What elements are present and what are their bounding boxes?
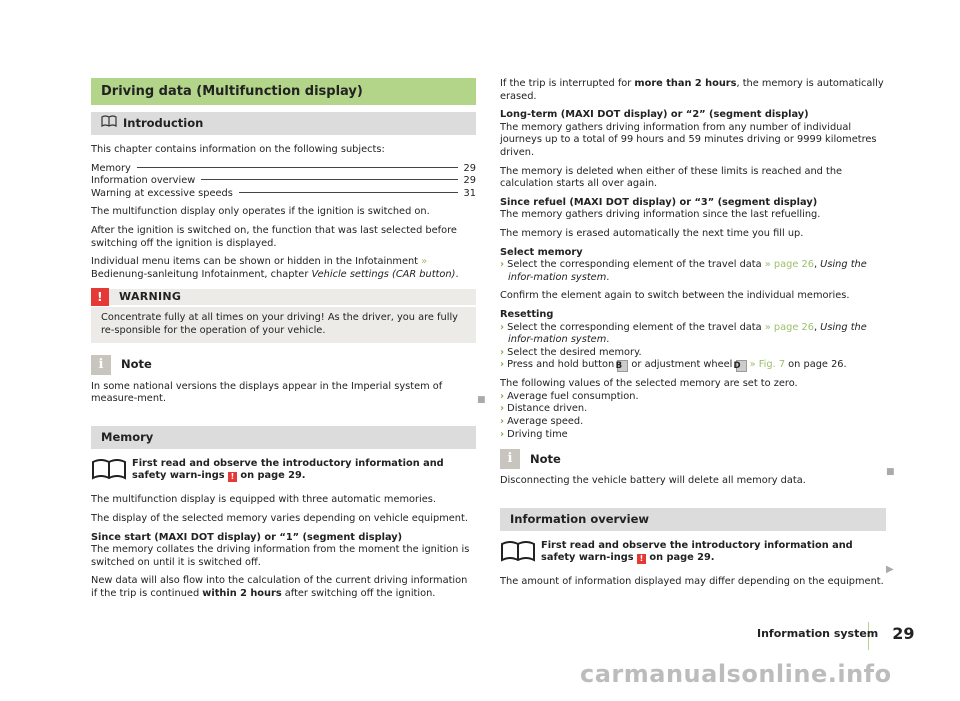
first-read-notice: First read and observe the introductory information and safety warn-ings ! on page 29. — [500, 540, 886, 567]
intro-lead: This chapter contains information on the following subjects: — [91, 144, 385, 155]
note-header — [500, 449, 886, 469]
chapter-title: Driving data (Multifunction display) — [91, 78, 476, 105]
note-label: Note — [121, 357, 152, 372]
section-end-icon: ■ — [477, 395, 486, 405]
list-item: › Distance driven. — [500, 403, 588, 415]
note-text: In some national versions the displays appear in the Imperial system of measure-ment. — [91, 380, 443, 405]
book-icon — [91, 458, 131, 485]
paragraph: The multifunction display is equipped with three automatic memories. — [91, 494, 437, 506]
paragraph: The multifunction display only operates if the ignition is switched on. — [91, 206, 430, 218]
paragraph — [91, 532, 476, 545]
intro-title: Introduction — [123, 116, 204, 130]
paragraph: The memory is deleted when either of these limits is reached and the calculation starts all over again. — [500, 165, 843, 190]
paragraph — [500, 197, 886, 210]
list-item: › Select the desired memory. — [500, 346, 642, 358]
page-footer — [757, 624, 915, 643]
toc-page: 29 — [463, 175, 476, 187]
toc-label[interactable]: Memory — [91, 162, 131, 174]
toc-label[interactable]: Warning at excessive speeds — [91, 187, 233, 199]
page-number: 29 — [892, 624, 915, 643]
paragraph: The following values of the selected memory are set to zero. — [500, 378, 798, 390]
paragraph: Individual menu items can be shown or hidden in the Infotainment » Bedienung-sanleitung Infotainment, chapter Vehicle settings (CAR button). — [91, 256, 459, 280]
xref-link[interactable]: » page 26 — [764, 321, 814, 333]
warning-text: Concentrate fully at all times on your driving! As the driver, you are fully re-sponsible for the operation of your vehicle. — [101, 312, 458, 336]
toc-row[interactable] — [91, 175, 476, 188]
paragraph: The memory collates the driving information from the moment the ignition is switched on until it is switched off. — [91, 544, 470, 568]
toc-label[interactable]: Information overview — [91, 175, 196, 187]
paragraph: New data will also flow into the calculation of the current driving information if the trip is continued within 2 hours after switching off the ignition. — [91, 575, 468, 599]
paragraph — [500, 109, 886, 122]
since-refuel-heading: Since refuel (MAXI DOT display) or “3” (segment display) — [500, 196, 818, 208]
warning-icon: ! — [637, 554, 646, 564]
info-icon: i — [500, 449, 520, 469]
toc-page: 31 — [463, 187, 476, 199]
toc-page: 29 — [463, 162, 476, 174]
list-item: › Press and hold button B or adjustment wheel D » Fig. 7 on page 26. — [500, 359, 847, 372]
resetting-heading: Resetting — [500, 308, 554, 320]
warning-box — [91, 289, 476, 342]
note-label: Note — [530, 451, 561, 466]
paragraph: The amount of information displayed may differ depending on the equipment. — [500, 576, 884, 588]
list-item: › Select the corresponding element of the travel data » page 26, Using the infor-mation system. — [500, 259, 867, 283]
footer-section: Information system — [757, 627, 879, 640]
list-item: › Average fuel consumption. — [500, 390, 639, 402]
book-icon — [500, 540, 540, 567]
watermark: carmanualsonline.info — [580, 660, 892, 688]
toc-row[interactable] — [91, 163, 476, 176]
toc-list — [91, 163, 476, 201]
intro-section-header — [91, 112, 476, 135]
long-term-heading: Long-term (MAXI DOT display) or “2” (segment display) — [500, 109, 809, 121]
note-text: Disconnecting the vehicle battery will delete all memory data. — [500, 475, 806, 487]
info-icon: i — [91, 355, 111, 375]
since-start-heading: Since start (MAXI DOT display) or “1” (segment display) — [91, 531, 403, 543]
memory-section-header — [91, 426, 476, 449]
paragraph: After the ignition is switched on, the function that was last selected before switching off the ignition is displayed. — [91, 224, 457, 249]
xref-arrow[interactable]: » — [421, 256, 428, 268]
left-column — [91, 78, 476, 606]
paragraph: The memory gathers driving information since the last refuelling. — [500, 209, 821, 221]
info-overview-title: Information overview — [510, 511, 650, 526]
button-key-b: B — [617, 360, 628, 372]
book-icon — [101, 112, 117, 135]
list-item: › Select the corresponding element of the travel data » page 26, Using the infor-mation system. — [500, 321, 867, 346]
xref-link[interactable]: » Fig. 7 — [746, 359, 786, 371]
first-read-notice: First read and observe the introductory information and safety warn-ings ! on page 29. — [91, 458, 476, 485]
section-end-icon: ■ — [886, 467, 895, 477]
toc-row[interactable] — [91, 188, 476, 201]
paragraph: If the trip is interrupted for more than 2 hours, the memory is automatically erased. — [500, 78, 884, 102]
paragraph: Confirm the element again to switch between the individual memories. — [500, 290, 850, 302]
xref-link[interactable]: » page 26 — [764, 259, 814, 271]
select-memory-heading: Select memory — [500, 246, 583, 258]
paragraph: The display of the selected memory varies depending on vehicle equipment. — [91, 512, 468, 524]
memory-title: Memory — [101, 429, 154, 444]
info-overview-section-header — [500, 508, 886, 531]
wheel-key-d: D — [736, 360, 747, 372]
continue-arrow-icon: ▶ — [886, 564, 894, 575]
paragraph: The memory gathers driving information from any number of individual journeys up to a total of 99 hours and 59 minutes driving or 9999 kilometres driven. — [500, 121, 877, 158]
list-item: › Average speed. — [500, 416, 584, 428]
paragraph: The memory is erased automatically the next time you fill up. — [500, 227, 804, 239]
list-item: › Driving time — [500, 428, 568, 440]
warning-icon: ! — [91, 288, 109, 306]
note-header — [91, 355, 476, 375]
right-column — [500, 78, 886, 595]
warning-icon: ! — [228, 472, 237, 482]
warning-label: WARNING — [119, 290, 182, 304]
